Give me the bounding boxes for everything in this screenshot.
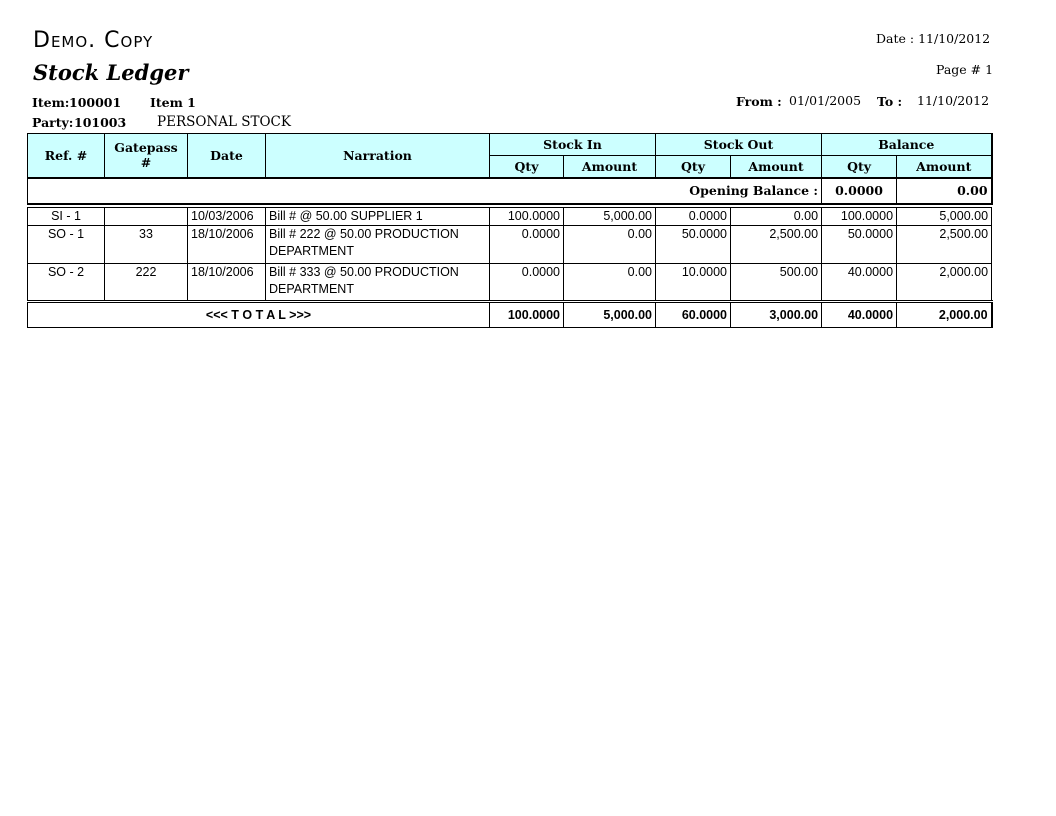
col-stock-out: Stock Out bbox=[656, 134, 822, 156]
col-balance: Balance bbox=[822, 134, 992, 156]
opening-qty: 0.0000 bbox=[822, 178, 897, 204]
col-out-qty: Qty bbox=[656, 156, 731, 178]
cell-bal-amount: 2,500.00 bbox=[897, 225, 992, 263]
cell-narration: Bill # @ 50.00 SUPPLIER 1 bbox=[266, 207, 490, 225]
from-label: From : bbox=[736, 94, 782, 109]
table-row bbox=[28, 263, 992, 301]
cell-in-qty: 0.0000 bbox=[490, 225, 564, 263]
col-narration: Narration bbox=[266, 134, 490, 178]
cell-out-qty: 50.0000 bbox=[656, 225, 731, 263]
item-code: 100001 bbox=[69, 95, 122, 110]
cell-in-amount: 0.00 bbox=[564, 263, 656, 301]
cell-in-qty: 100.0000 bbox=[490, 207, 564, 225]
to-date: 11/10/2012 bbox=[917, 93, 990, 108]
report-date bbox=[876, 31, 990, 46]
cell-bal-amount: 2,000.00 bbox=[897, 263, 992, 301]
company-name: Demo. Copy bbox=[33, 28, 154, 53]
header-row-1 bbox=[28, 134, 992, 156]
cell-in-amount: 5,000.00 bbox=[564, 207, 656, 225]
col-bal-qty: Qty bbox=[822, 156, 897, 178]
total-out-amount: 3,000.00 bbox=[731, 301, 822, 327]
cell-bal-qty: 100.0000 bbox=[822, 207, 897, 225]
cell-bal-qty: 40.0000 bbox=[822, 263, 897, 301]
item-label: Item: bbox=[32, 95, 70, 110]
opening-balance-label: Opening Balance : bbox=[28, 178, 822, 204]
cell-out-amount: 500.00 bbox=[731, 263, 822, 301]
totals-row bbox=[28, 301, 992, 327]
party-code: 101003 bbox=[74, 115, 127, 130]
cell-date: 18/10/2006 bbox=[188, 225, 266, 263]
col-ref: Ref. # bbox=[28, 134, 105, 178]
cell-ref: SI - 1 bbox=[28, 207, 105, 225]
table-row bbox=[28, 225, 992, 263]
cell-bal-qty: 50.0000 bbox=[822, 225, 897, 263]
cell-in-qty: 0.0000 bbox=[490, 263, 564, 301]
table-row bbox=[28, 207, 992, 225]
date-value: 11/10/2012 bbox=[918, 31, 991, 46]
cell-gatepass: 222 bbox=[105, 263, 188, 301]
total-bal-amount: 2,000.00 bbox=[897, 301, 992, 327]
report-title: Stock Ledger bbox=[33, 60, 189, 85]
page-value: 1 bbox=[985, 62, 994, 77]
total-in-amount: 5,000.00 bbox=[564, 301, 656, 327]
party-label: Party: bbox=[32, 115, 74, 130]
cell-out-qty: 10.0000 bbox=[656, 263, 731, 301]
cell-gatepass bbox=[105, 207, 188, 225]
item-name: Item 1 bbox=[150, 95, 196, 110]
col-date: Date bbox=[188, 134, 266, 178]
opening-balance-row bbox=[28, 178, 992, 204]
stock-ledger-table bbox=[27, 133, 993, 328]
total-out-qty: 60.0000 bbox=[656, 301, 731, 327]
cell-date: 18/10/2006 bbox=[188, 263, 266, 301]
cell-gatepass: 33 bbox=[105, 225, 188, 263]
cell-ref: SO - 1 bbox=[28, 225, 105, 263]
col-in-qty: Qty bbox=[490, 156, 564, 178]
cell-in-amount: 0.00 bbox=[564, 225, 656, 263]
cell-narration: Bill # 333 @ 50.00 PRODUCTION DEPARTMENT bbox=[266, 263, 490, 301]
total-in-qty: 100.0000 bbox=[490, 301, 564, 327]
party-name: PERSONAL STOCK bbox=[157, 114, 291, 130]
from-date: 01/01/2005 bbox=[789, 93, 862, 108]
col-gatepass: Gatepass # bbox=[105, 134, 188, 178]
total-bal-qty: 40.0000 bbox=[822, 301, 897, 327]
cell-out-qty: 0.0000 bbox=[656, 207, 731, 225]
col-in-amount: Amount bbox=[564, 156, 656, 178]
page-number bbox=[936, 62, 993, 77]
cell-bal-amount: 5,000.00 bbox=[897, 207, 992, 225]
opening-amount: 0.00 bbox=[897, 178, 992, 204]
date-label: Date : bbox=[876, 31, 915, 46]
to-label: To : bbox=[877, 94, 903, 109]
totals-label: <<< T O T A L >>> bbox=[28, 301, 490, 327]
cell-date: 10/03/2006 bbox=[188, 207, 266, 225]
page-label: Page # bbox=[936, 62, 982, 77]
cell-out-amount: 2,500.00 bbox=[731, 225, 822, 263]
cell-ref: SO - 2 bbox=[28, 263, 105, 301]
col-bal-amount: Amount bbox=[897, 156, 992, 178]
cell-out-amount: 0.00 bbox=[731, 207, 822, 225]
col-stock-in: Stock In bbox=[490, 134, 656, 156]
col-out-amount: Amount bbox=[731, 156, 822, 178]
cell-narration: Bill # 222 @ 50.00 PRODUCTION DEPARTMENT bbox=[266, 225, 490, 263]
